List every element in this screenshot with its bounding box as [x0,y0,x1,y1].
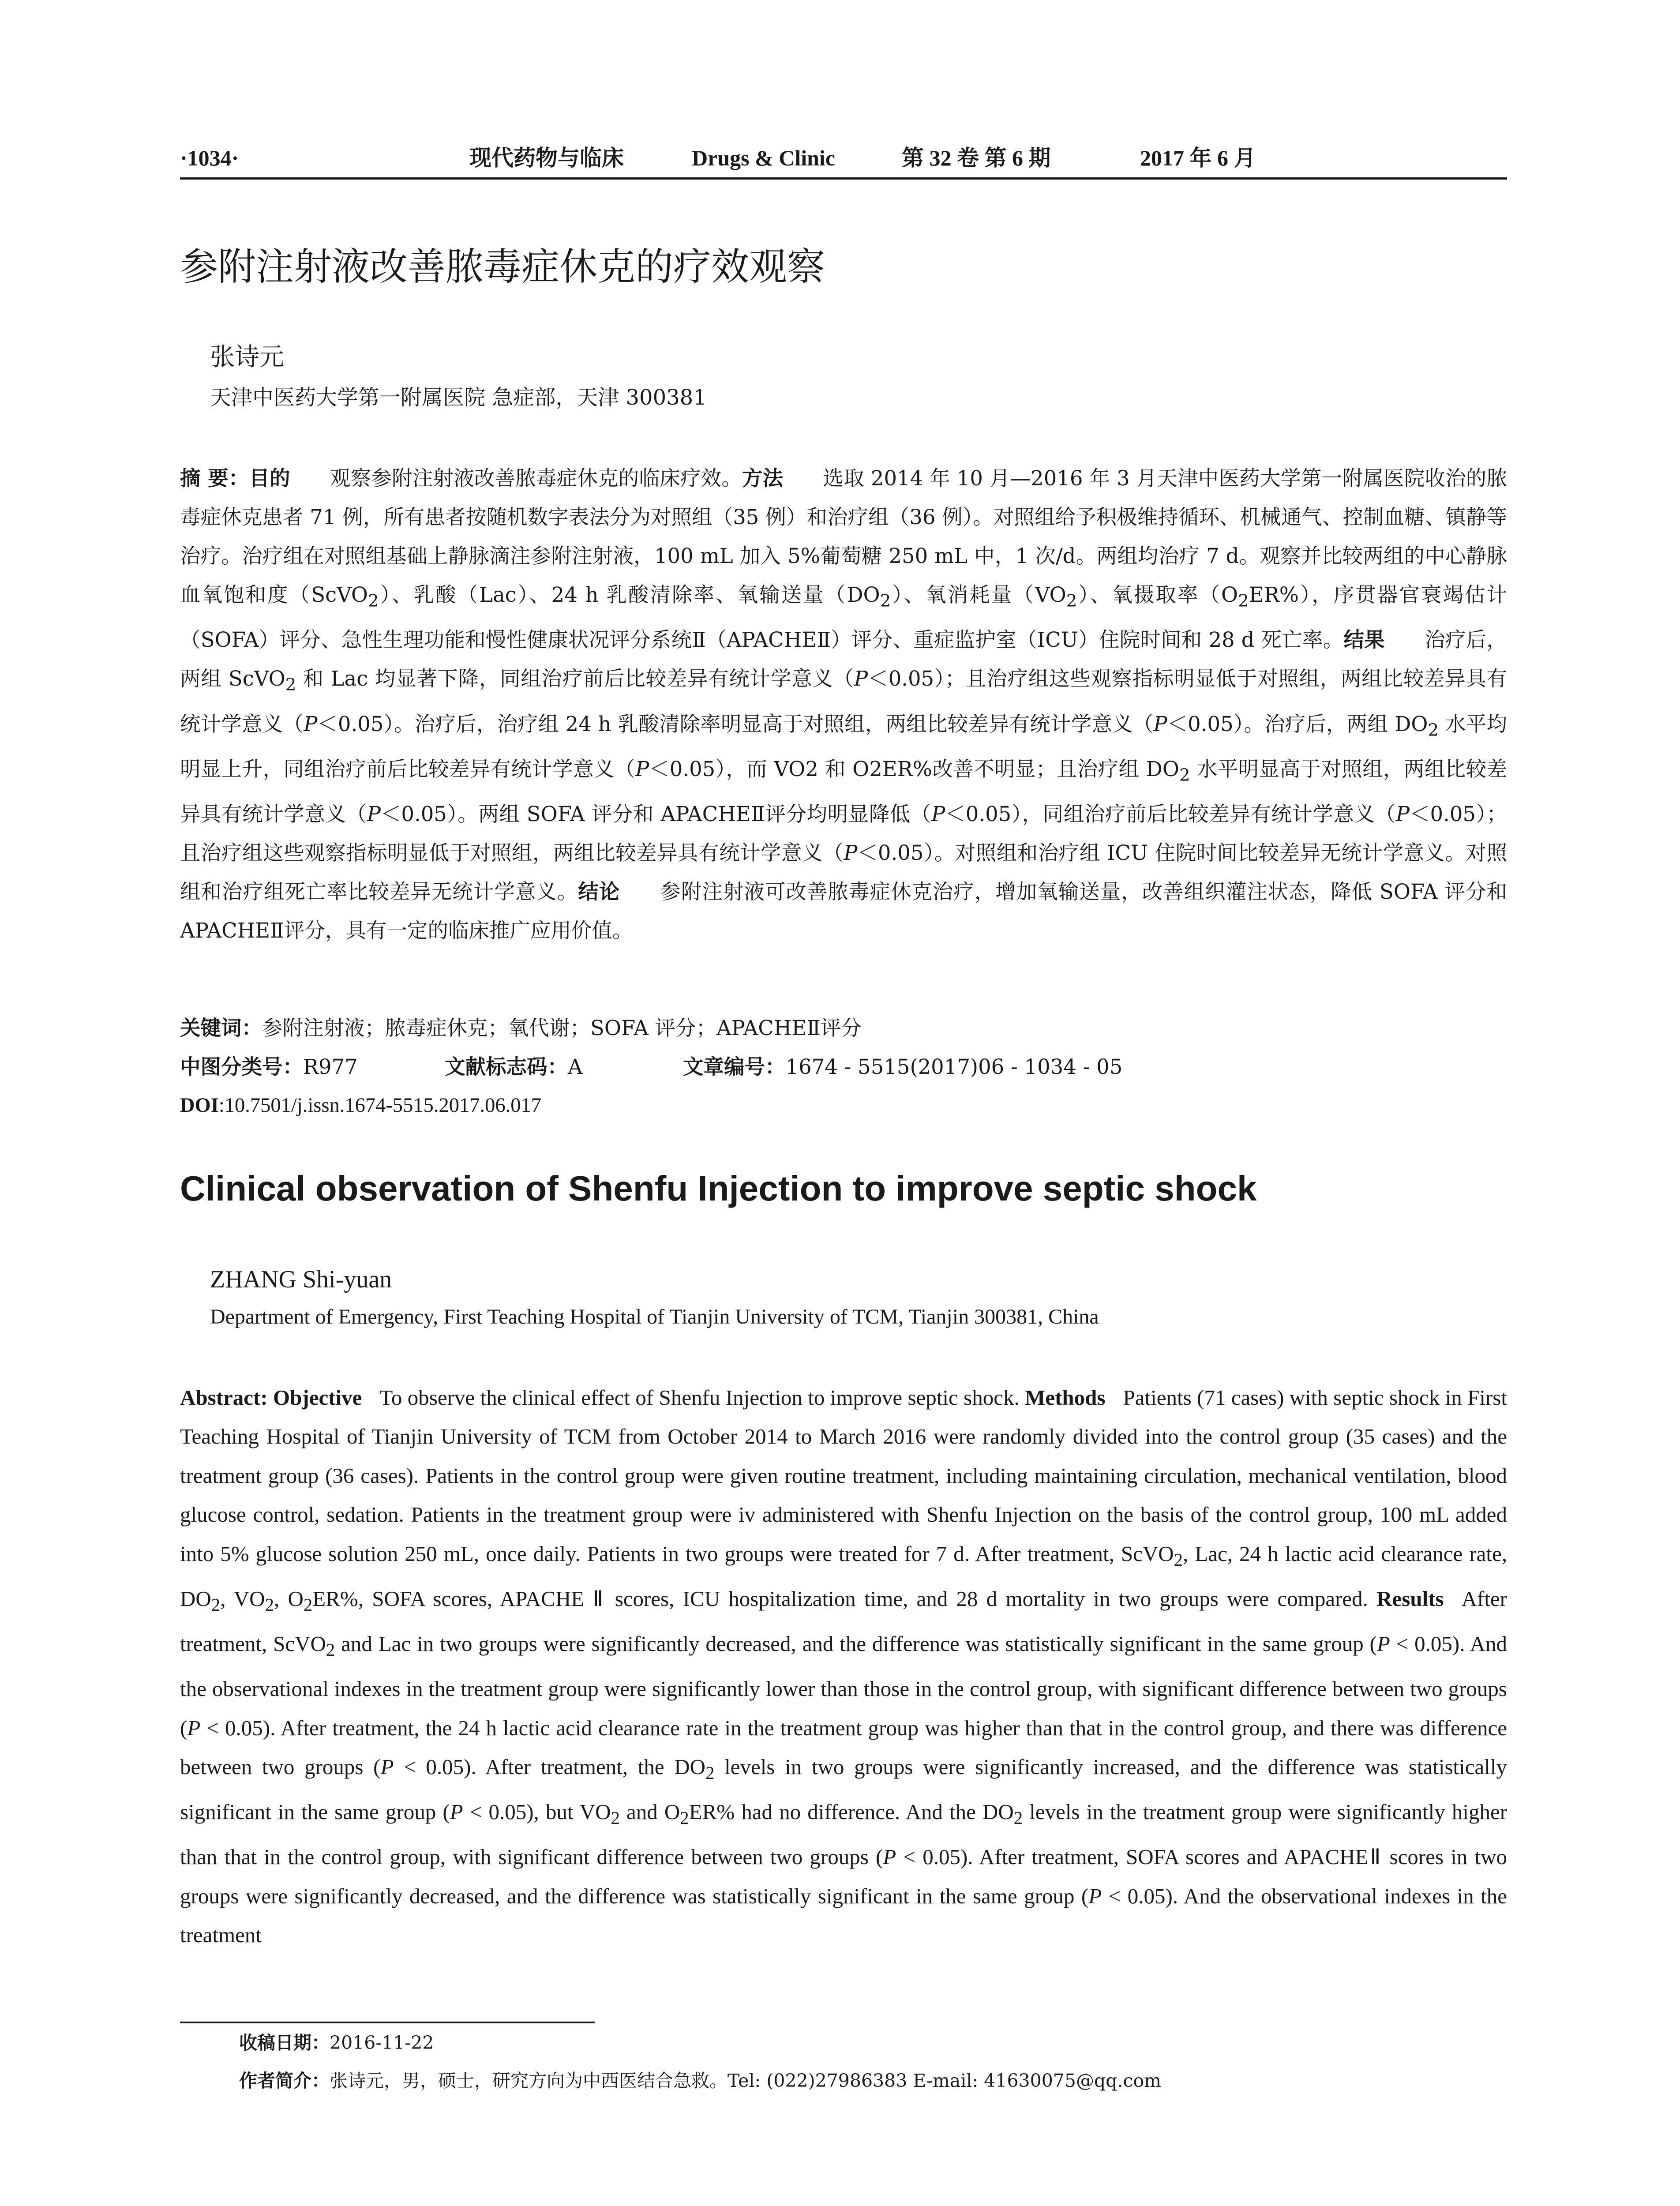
header-rule [180,177,1507,180]
running-head [180,140,1507,176]
methods-text-en: Patients (71 cases) with septic shock in First Teaching Hospital of Tianjin University of TCM from October 2014 to March 2016 were randomly divided into the control group (35 cases) and the treatment group (36 cases). Patients in the control group were given routine treatment, including maintaining circulation, mechanical ventilation, blood glucose control, sedation. Patients in the treatment group were iv administered with Shenfu Injection on the basis of the control group, 100 mL added into 5% glucose solution 250 mL, once daily. Patients in two groups were treated for 7 d. After treatment, ScVO [180,1385,1508,1566]
abstract-en: Abstract: Objective To observe the clinical effect of Shenfu Injection to improve septic shock. Methods Patients (71 cases) with septic shock in First Teaching Hospital of Tianjin University of TCM from October 2014 to March 2016 were randomly divided into the control group (35 cases) and the treatment group (36 cases). Patients in the control group were given routine treatment, including maintaining circulation, mechanical ventilation, blood glucose control, sedation. Patients in the treatment group were iv administered with Shenfu Injection on the basis of the control group, 100 mL added into 5% glucose solution 250 mL, once daily. Patients in two groups were treated for 7 d. After treatment, ScVO$_2$, Lac, 24 h lactic acid clearance rate, $DO_2$, $VO_2$, $O_2ER\%$, SOFA scores, APACHE Ⅱ scores, ICU hospitalization time, and 28 d mortality in two groups were compared. Results After treatment, ScVO$_2$ and Lac in two groups were significantly decreased, and the difference was statistically significant in the same group (P < 0.05). And the observational indexes in the treatment group were significantly lower than those in the control group, with significant difference between two groups (P < 0.05). After treatment, the 24 h lactic acid clearance rate in the treatment group was higher than that in the control group, and there was difference between two groups (P < 0.05). After treatment, the $DO_2$ levels in two groups were significantly increased, and the difference was statistically significant in the same group (P < 0.05), but $VO_2$ and $O_2ER\%$ had no difference. And the $DO_2$ levels in the treatment group were significantly higher than that in the control group, with significant difference between two groups (P < 0.05). After treatment, SOFA scores and APACHEⅡ scores in two groups were significantly decreased, and the difference was statistically significant in the same group (P < 0.05). And the observational indexes in the treatment [180,1385,1508,1947]
bio-text: 张诗元，男，硕士，研究方向为中西医结合急救。Tel: (022)27986383 E-mail: 41630075@qq.com [330,2070,1162,2091]
results-text-en: < 0.05). After treatment, the 24 h lactic acid clearance rate in the treatment group was higher than that in the control group, and there was difference between two groups ( [180,1715,1507,1779]
methods-text-cn: ）、氧消耗量（VO [891,583,1066,607]
results-text-cn: 水平均明显上升，同组治疗前后比较差异有统计学意义（ [180,712,1508,781]
results-text-en: levels in two groups were significantly increased, and the difference was statistically significant in the same group ( [180,1755,1508,1824]
methods-text-en: , VO [220,1586,265,1611]
methods-label-cn: 方法 [742,466,784,490]
journal-name-en: Drugs & Clinic [692,146,835,170]
doi-label: DOI [180,1094,219,1117]
results-text-en: After treatment, ScVO [180,1586,1507,1656]
conclusion-label-cn: 结论 [578,880,620,904]
methods-text-cn: ER%），序贯器官衰竭估计（SOFA）评分、急性生理功能和慢性健康状况评分系统Ⅱ（APACHEⅡ）评分、重症监护室（ICU）住院时间和 28 d 死亡率。 [180,583,1508,652]
article-title-cn: 参附注射液改善脓毒症休克的疗效观察 [180,245,825,289]
methods-text-cn: ）、氧摄取率（O [1077,583,1238,607]
results-text-en: < 0.05), but VO [463,1800,611,1824]
keywords [180,1010,862,1046]
results-text-cn: 水平明显高于对照组，两组比较差异具有统计学意义（ [180,757,1508,826]
results-text-cn: ＜0.05），同组治疗前后比较差异有统计学意义（ [945,802,1396,826]
author-en: ZHANG Shi-yuan [210,1266,392,1293]
received-label: 收稿日期： [239,2032,330,2053]
results-text-en: ER% had no difference. And the DO [689,1800,1014,1824]
article-title-en: Clinical observation of Shenfu Injection to improve septic shock [180,1169,1257,1208]
results-text-en: and O [619,1800,680,1824]
bio-label: 作者简介： [239,2070,330,2091]
methods-text-en: , O [274,1586,304,1611]
methods-text-en: ER%, SOFA scores, APACHE Ⅱ scores, ICU hospitalization time, and 28 d mortality in two groups were compared. [312,1586,1368,1611]
results-text-cn: ＜0.05）。两组 SOFA 评分和 APACHEⅡ评分均明显降低（ [380,802,931,826]
abstract-cn: 摘 要：目的 观察参附注射液改善脓毒症休克的临床疗效。方法 选取 2014 年 10 月—2016 年 3 月天津中医药大学第一附属医院收治的脓毒症休克患者 71 例，所有患者按随机数字表法分为对照组（35 例）和治疗组（36 例）。对照组给予积极维持循环、机械通气、控制血糖、镇静等治疗。治疗组在对照组基础上静脉滴注参附注射液，100 mL 加入 5%葡萄糖 250 mL 中，1 次/d。两组均治疗 7 d。观察并比较两组的中心静脉血氧饱和度（ScVO$_2$）、乳酸（Lac）、24 h 乳酸清除率、氧输送量$(DO_2)$、氧消耗量$(VO_2)$、氧摄取率$(O_2ER\%)$，序贯器官衰竭估计（SOFA）评分、急性生理功能和慢性健康状况评分系统Ⅱ（APACHEⅡ）评分、重症监护室（ICU）住院时间和 28 d 死亡率。结果 治疗后，两组 ScVO$_2$ 和 Lac 均显著下降，同组治疗前后比较差异有统计学意义（P＜0.05）；且治疗组这些观察指标明显低于对照组，两组比较差异具有统计学意义（P＜0.05）。治疗后，治疗组 24 h 乳酸清除率明显高于对照组，两组比较差异有统计学意义（P＜0.05）。治疗后，两组 $DO_2$ 水平均明显上升，同组治疗前后比较差异有统计学意义（P＜0.05），而 VO2 和 O2ER%改善不明显；且治疗组 $DO_2$ 水平明显高于对照组，两组比较差异具有统计学意义（P＜0.05）。两组 SOFA 评分和 APACHEⅡ评分均明显降低（P＜0.05），同组治疗前后比较差异有统计学意义（P＜0.05）；且治疗组这些观察指标明显低于对照组，两组比较差异具有统计学意义（P＜0.05）。对照组和治疗组 ICU 住院时间比较差异无统计学意义。对照组和治疗组死亡率比较差异无统计学意义。结论 参附注射液可改善脓毒症休克治疗，增加氧输送量，改善组织灌注状态，降低 SOFA 评分和 APACHEⅡ评分，具有一定的临床推广应用价值。 [180,466,1508,943]
results-label-cn: 结果 [1343,628,1385,652]
methods-text-cn: ）、乳酸（Lac）、24 h 乳酸清除率、氧输送量（DO [379,583,880,607]
results-text-cn: 治疗后，两组 ScVO [180,628,1508,691]
doc-code-value: A [568,1055,583,1079]
results-text-cn: ＜0.05）；且治疗组这些观察指标明显低于对照组，两组比较差异具有统计学意义（ [180,667,1507,736]
footnote-author-bio [239,2067,1161,2094]
author-cn: 张诗元 [210,343,284,371]
results-text-en: < 0.05). After treatment, SOFA scores and APACHEⅡ scores in two groups were significantly decreased, and the difference was statistically significant in the same group ( [180,1845,1507,1908]
page-number: ·1034· [180,146,239,170]
results-text-en: levels in the treatment group were significantly higher than that in the control group, with significant difference between two groups ( [180,1800,1508,1869]
article-no-value: 1674 - 5515(2017)06 - 1034 - 05 [785,1055,1123,1079]
results-text-en: and Lac in two groups were significantly decreased, and the difference was statistically significant in the same group ( [335,1632,1377,1656]
article-no-label: 文章编号： [683,1055,786,1079]
objective-text-cn: 观察参附注射液改善脓毒症休克的临床疗效。 [330,466,742,490]
affiliation-cn: 天津中医药大学第一附属医院 急症部，天津 300381 [210,385,707,410]
affiliation-en: Department of Emergency, First Teaching Hospital of Tianjin University of TCM, Tianjin 300381, China [210,1305,1099,1328]
volume-issue: 第 32 卷 第 6 期 [902,146,1051,170]
results-text-cn: ＜0.05）。治疗后，治疗组 24 h 乳酸清除率明显高于对照组，两组比较差异有统计学意义（ [317,712,1154,736]
results-text-cn: ＜0.05）。对照组和治疗组 ICU 住院时间比较差异无统计学意义。对照组和治疗组死亡率比较差异无统计学意义。 [180,841,1508,904]
objective-label-cn: 目的 [249,466,290,490]
methods-text-en: , Lac, 24 h lactic acid clearance rate, DO [180,1541,1507,1611]
results-text-en: < 0.05). After treatment, the DO [394,1755,706,1779]
methods-label-en: Methods [1025,1385,1106,1410]
methods-text-cn: 选取 2014 年 10 月—2016 年 3 月天津中医药大学第一附属医院收治的脓毒症休克患者 71 例，所有患者按随机数字表法分为对照组（35 例）和治疗组（36 例）。对照组给予积极维持循环、机械通气、控制血糖、镇静等治疗。治疗组在对照组基础上静脉滴注参附注射液，100 mL 加入 5%葡萄糖 250 mL 中，1 次/d。两组均治疗 7 d。观察并比较两组的中心静脉血氧饱和度（ScVO [180,466,1508,607]
doi-line [180,1088,541,1123]
results-text-cn: 和 Lac 均显著下降，同组治疗前后比较差异有统计学意义（ [296,667,854,691]
results-text-cn: ＜0.05），而 VO2 和 O2ER%改善不明显；且治疗组 DO [649,757,1179,781]
doc-code-label: 文献标志码： [445,1055,568,1079]
results-text-en: < 0.05). And the observational indexes in the treatment group were significantly lower than those in the control group, with significant difference between two groups ( [180,1632,1507,1740]
footnote-rule [180,2022,595,2023]
publication-date: 2017 年 6 月 [1140,146,1256,170]
conclusion-text-cn: 参附注射液可改善脓毒症休克治疗，增加氧输送量，改善组织灌注状态，降低 SOFA 评分和 APACHEⅡ评分，具有一定的临床推广应用价值。 [180,880,1508,943]
results-text-en: < 0.05). And the observational indexes in the treatment [180,1883,1507,1947]
results-text-cn: ＜0.05）。治疗后，两组 DO [1167,712,1428,736]
results-label-en: Results [1376,1586,1444,1611]
doi-value[interactable]: :10.7501/j.issn.1674-5515.2017.06.017 [218,1094,541,1117]
classification-line [180,1049,1122,1084]
received-date: 2016-11-22 [330,2032,434,2053]
objective-text-en: To observe the clinical effect of Shenfu Injection to improve septic shock. [379,1385,1020,1410]
keywords-label: 关键词： [180,1016,262,1040]
results-text-cn: ＜0.05）；且治疗组这些观察指标明显低于对照组，两组比较差异具有统计学意义（ [180,802,1507,865]
abstract-label-en: Abstract: Objective [180,1385,362,1410]
clc-label: 中图分类号： [180,1055,303,1079]
abstract-label-cn: 摘 要： [180,466,249,490]
footnote-received [239,2030,434,2056]
journal-name-cn: 现代药物与临床 [469,146,624,170]
clc-value: R977 [303,1055,358,1079]
keywords-value: 参附注射液；脓毒症休克；氧代谢；SOFA 评分；APACHEⅡ评分 [262,1016,862,1040]
